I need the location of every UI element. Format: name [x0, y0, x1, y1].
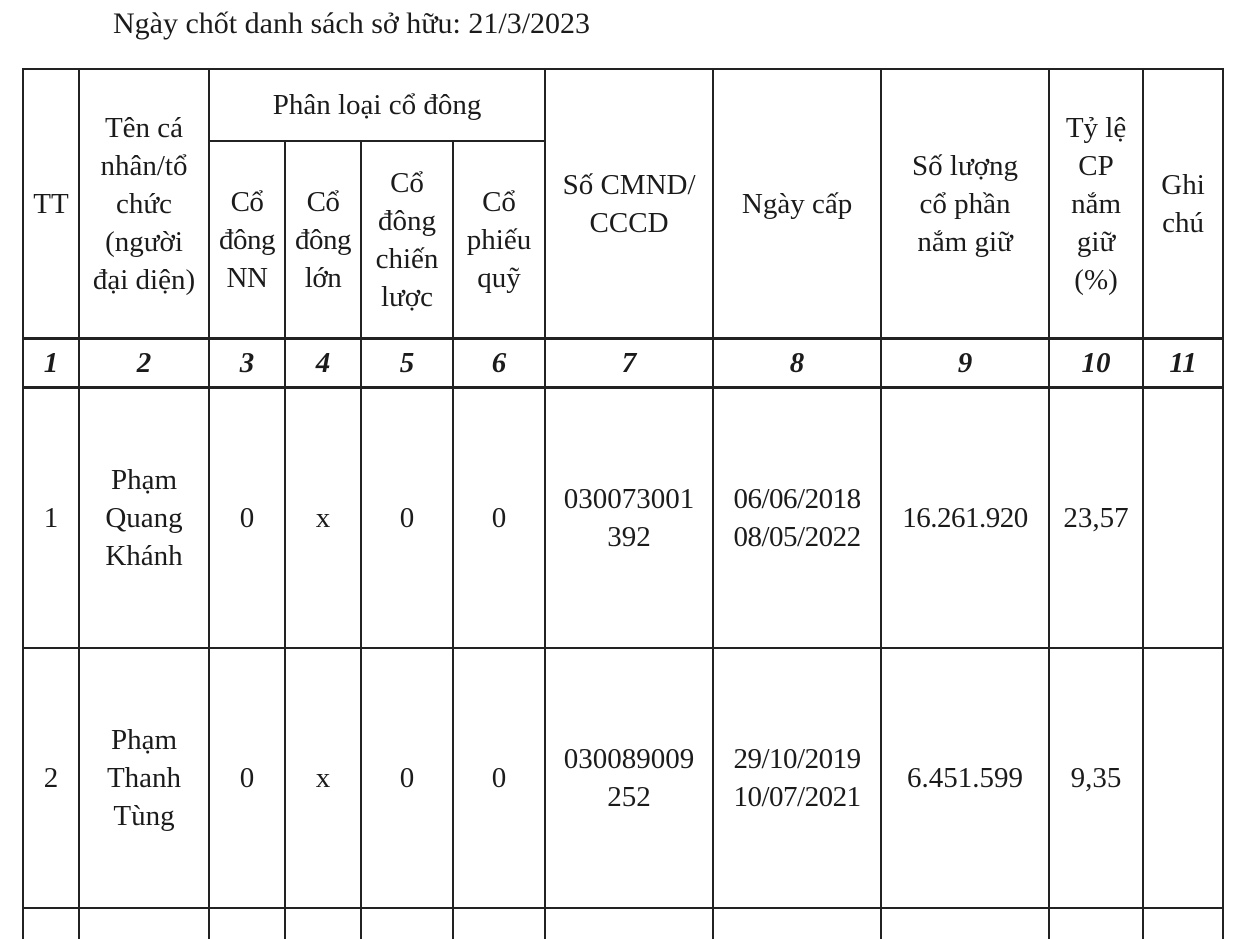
table-row [23, 388, 1223, 649]
header-classification: Phân loại cổ đông [209, 69, 545, 141]
column-number: 1 [23, 339, 79, 388]
row-major-holder: x [285, 388, 361, 649]
row-name: Phạm Thanh Tùng [79, 648, 209, 908]
header-major-holder: Cổ đông lớn [285, 141, 361, 339]
row-shares: 16.261.920 [881, 388, 1049, 649]
row-issue-date: 29/10/2019 10/07/2021 [713, 648, 881, 908]
row-id-number: 030073001 392 [545, 388, 713, 649]
row-name: Phạm Quang Khánh [79, 388, 209, 649]
row-strategic-holder: 0 [361, 388, 453, 649]
header-issue-date: Ngày cấp [713, 69, 881, 339]
shareholder-table [22, 68, 1224, 939]
header-ratio: Tỷ lệ CP nắm giữ (%) [1049, 69, 1143, 339]
column-number: 9 [881, 339, 1049, 388]
table-row [23, 648, 1223, 908]
row-tt: 2 [23, 648, 79, 908]
column-number: 8 [713, 339, 881, 388]
column-number: 3 [209, 339, 285, 388]
row-ratio: 9,35 [1049, 648, 1143, 908]
header-name: Tên cá nhân/tổ chức (người đại diện) [79, 69, 209, 339]
header-strategic-holder: Cổ đông chiến lược [361, 141, 453, 339]
row-strategic-holder: 0 [361, 648, 453, 908]
record-date: Ngày chốt danh sách sở hữu: 21/3/2023 [113, 7, 591, 40]
header-row [23, 69, 1223, 141]
column-number: 6 [453, 339, 545, 388]
table-row-partial [23, 908, 1223, 939]
row-issue-date: 06/06/2018 08/05/2022 [713, 388, 881, 649]
row-id-number: 030089009 252 [545, 648, 713, 908]
row-note [1143, 648, 1223, 908]
column-number: 5 [361, 339, 453, 388]
column-number: 11 [1143, 339, 1223, 388]
row-ratio: 23,57 [1049, 388, 1143, 649]
column-number: 10 [1049, 339, 1143, 388]
header-note: Ghi chú [1143, 69, 1223, 339]
header-treasury-share: Cổ phiếu quỹ [453, 141, 545, 339]
header-foreign-holder: Cổ đông NN [209, 141, 285, 339]
row-tt: 1 [23, 388, 79, 649]
row-foreign-holder: 0 [209, 388, 285, 649]
column-number-row [23, 339, 1223, 388]
header-tt: TT [23, 69, 79, 339]
column-number: 4 [285, 339, 361, 388]
row-shares: 6.451.599 [881, 648, 1049, 908]
row-foreign-holder: 0 [209, 648, 285, 908]
row-note [1143, 388, 1223, 649]
row-treasury-share: 0 [453, 388, 545, 649]
row-major-holder: x [285, 648, 361, 908]
column-number: 2 [79, 339, 209, 388]
column-number: 7 [545, 339, 713, 388]
row-treasury-share: 0 [453, 648, 545, 908]
header-id-number: Số CMND/ CCCD [545, 69, 713, 339]
header-shares: Số lượng cổ phần nắm giữ [881, 69, 1049, 339]
